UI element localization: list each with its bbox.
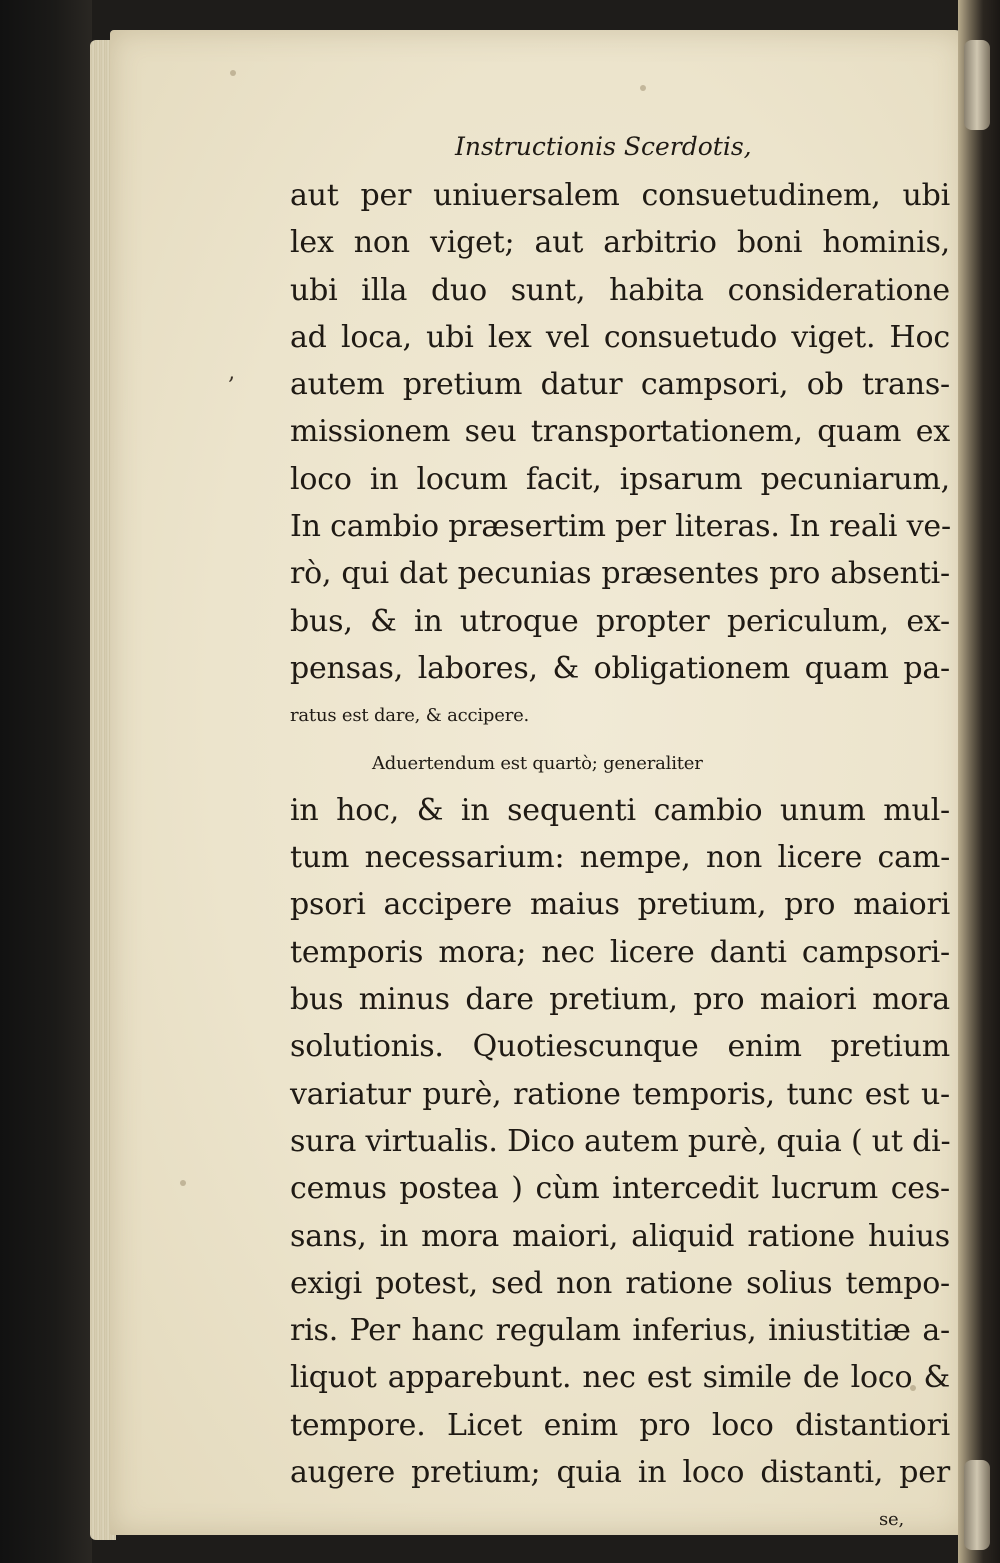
background-left [0,0,92,1563]
text-line: in hoc, & in sequenti cambio unum mul- [290,792,950,828]
text-line: pensas, labores, & obligationem quam pa- [290,650,950,686]
text-line: solutionis. Quotiescunque enim pretium [290,1029,950,1065]
text-line: autem pretium datur campsori, ob trans- [290,367,950,403]
text-line: missionem seu transportationem, quam ex [290,414,950,450]
text-line: tum necessarium: nempe, non licere cam- [290,840,950,876]
text-line: temporis mora; nec licere danti campsori- [290,934,950,970]
book-binding [958,0,1000,1563]
text-line: lex non viget; aut arbitrio boni hominis, [290,225,950,261]
binding-cord [964,40,990,130]
body-text [290,172,962,1544]
text-line: aut per uniuersalem consuetudinem, ubi [290,178,950,213]
text-line: variatur purè, ratione temporis, tunc est u- [290,1076,950,1112]
paper-speck [640,85,646,91]
text-line: ris. Per hanc regulam inferius, iniustitiæ a- [290,1313,950,1349]
text-line: ad loca, ubi lex vel consuetudo viget. Hoc [290,319,950,355]
text-line: In cambio præsertim per literas. In reali ve- [290,509,951,545]
text-line: ratus est dare, & accipere. [290,705,530,727]
text-line: augere pretium; quia in loco distanti, per [290,1455,950,1491]
text-line: sura virtualis. Dico autem purè, quia ( ut di- [290,1123,951,1159]
text-line: tempore. Licet enim pro loco distantiori [290,1407,950,1443]
text-line: ubi illa duo sunt, habita consideratione [290,272,950,308]
paper-speck [180,1180,186,1186]
text-line: liquot apparebunt. nec est simile de loco & [290,1360,950,1396]
margin-mark: ‚ [228,360,235,385]
text-line: bus minus dare pretium, pro maiori mora [290,982,950,1018]
running-title: Instructionis Scerdotis, [455,132,752,161]
catchword: se, [878,1509,904,1531]
paper-speck [230,70,236,76]
text-line: bus, & in utroque propter periculum, ex- [290,603,950,639]
paragraph-start-line: Aduertendum est quartò; generaliter [372,752,703,774]
text-line: rò, qui dat pecunias præsentes pro absenti- [290,556,950,592]
text-line: loco in locum facit, ipsarum pecuniarum, [290,461,950,497]
text-line: psori accipere maius pretium, pro maiori [290,887,950,923]
text-line: sans, in mora maiori, aliquid ratione huius [290,1218,950,1254]
binding-cord [964,1460,990,1550]
text-line: exigi potest, sed non ratione solius tempo- [290,1265,950,1301]
text-line: cemus postea ) cùm intercedit lucrum ces- [290,1171,950,1207]
